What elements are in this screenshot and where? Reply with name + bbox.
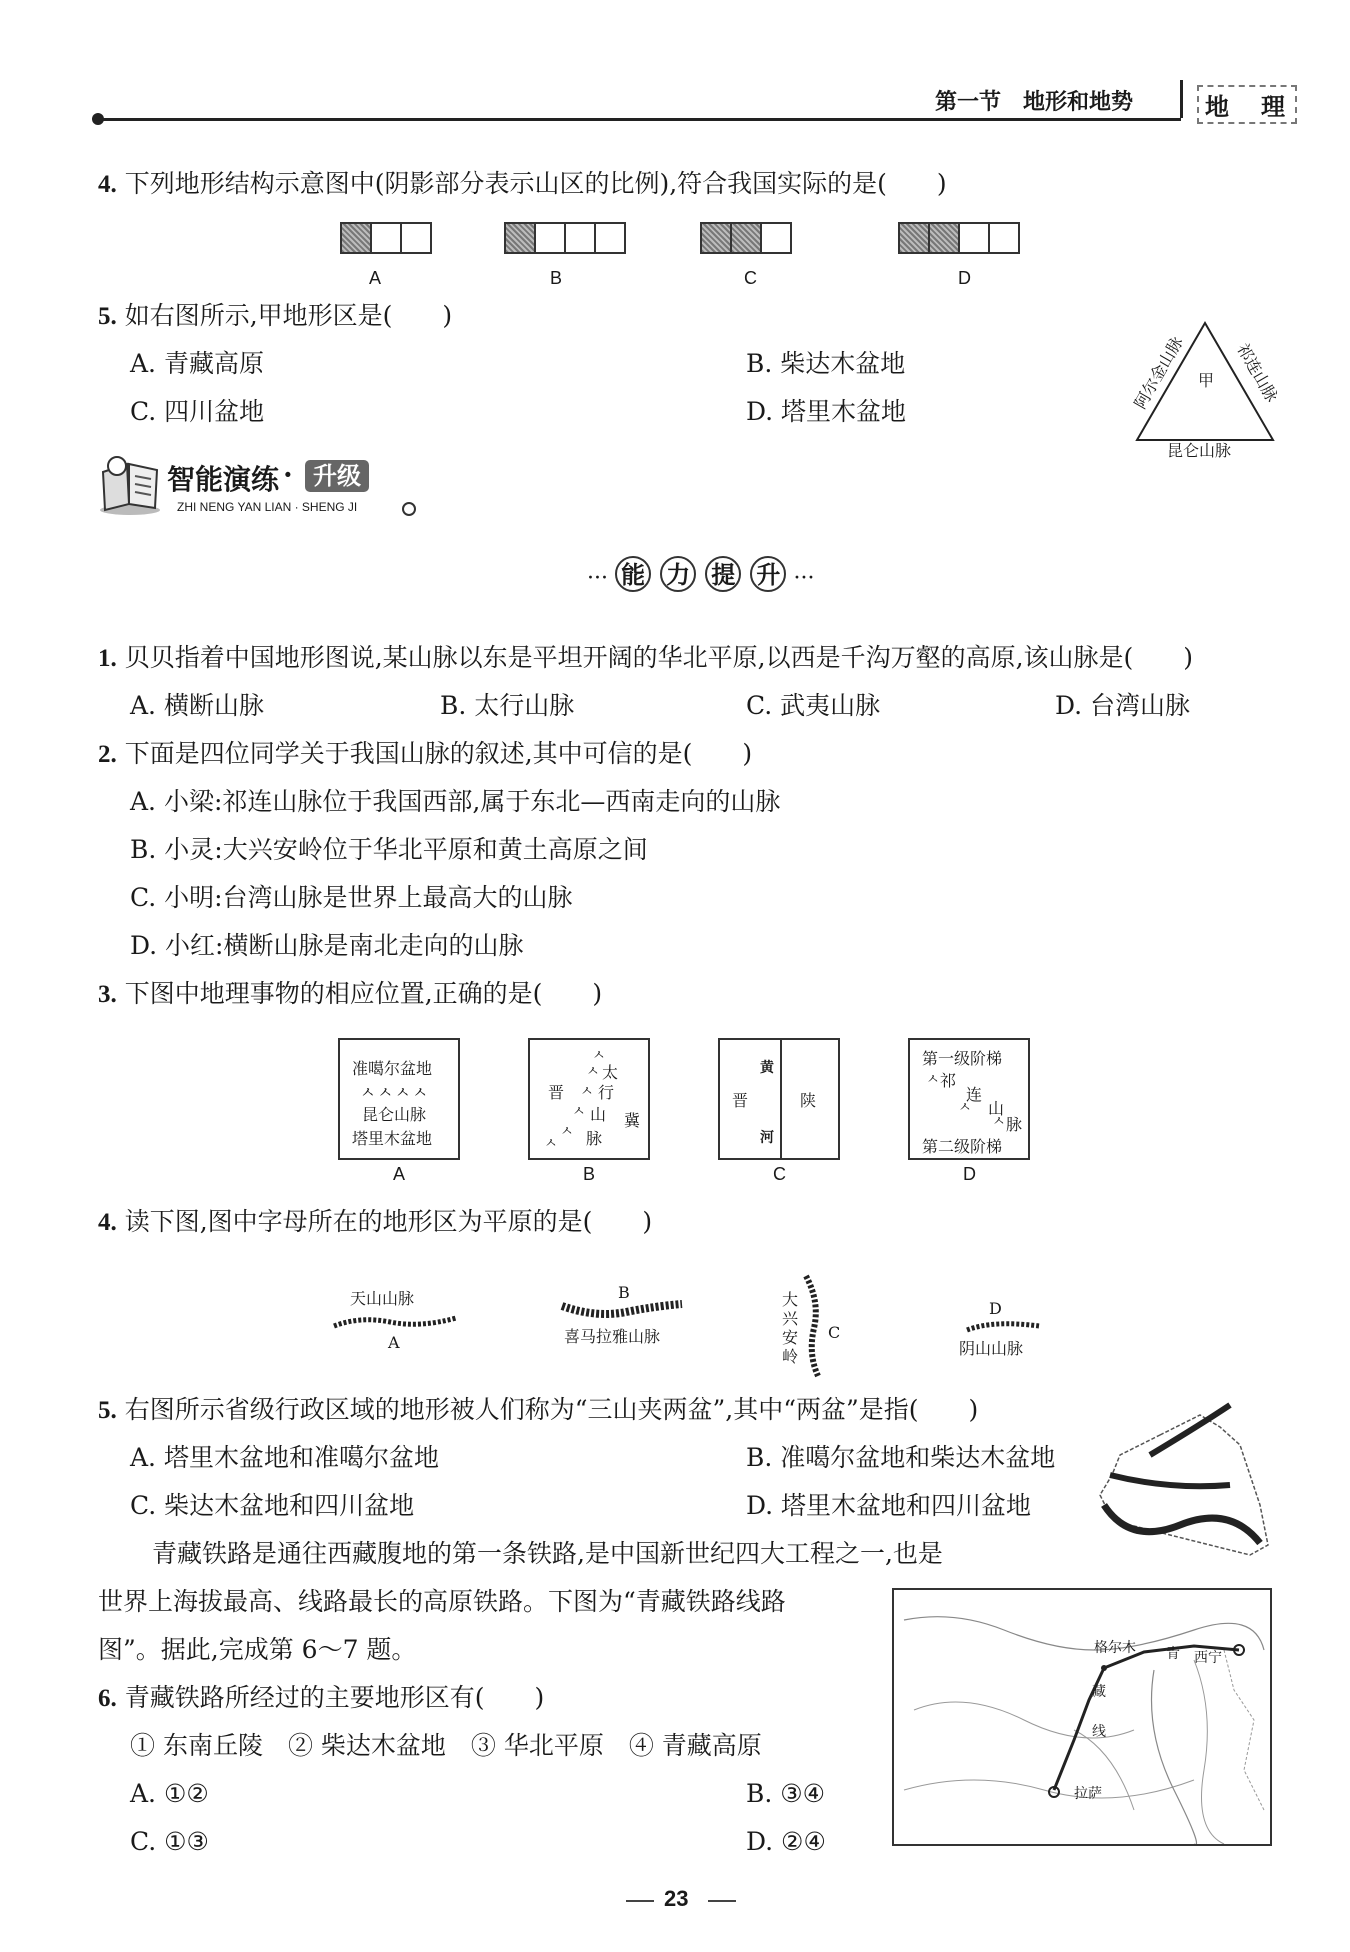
figure-b — [506, 222, 626, 258]
map-d-range — [963, 1318, 1043, 1336]
p1-q5-option-b[interactable]: B. 柴达木盆地 — [746, 349, 906, 378]
section-title: 第一节 地形和地势 — [935, 89, 1134, 115]
figure-c — [702, 222, 792, 258]
box-d-c4: 脉 — [1006, 1115, 1023, 1134]
figure-d — [900, 222, 1020, 258]
map-c-name: 大兴安岭 — [782, 1290, 799, 1366]
box-c-right: 陕 — [800, 1091, 817, 1110]
header-rule — [96, 118, 1181, 121]
figure-b-label: B — [550, 268, 563, 288]
map-d-name: 阴山山脉 — [959, 1339, 1024, 1358]
box-a-line3: 塔里木盆地 — [352, 1129, 433, 1148]
p2-q2-option-a[interactable]: A. 小梁:祁连山脉位于我国西部,属于东北—西南走向的山脉 — [130, 787, 781, 816]
p2-q1-option-b[interactable]: B. 太行山脉 — [440, 691, 575, 720]
box-a-line1: 准噶尔盆地 — [352, 1059, 433, 1078]
ability-char-4: 升 — [750, 556, 786, 592]
p1-q5: 5. 如右图所示,甲地形区是( ) — [98, 301, 453, 330]
p2-q2-option-b[interactable]: B. 小灵:大兴安岭位于华北平原和黄土高原之间 — [130, 835, 648, 864]
box-b-c2: 行 — [598, 1083, 615, 1102]
figure-d-label: D — [958, 268, 971, 288]
map-xining: 西宁 — [1194, 1650, 1222, 1666]
q4-map-d — [955, 1300, 1055, 1360]
province-outline-figure — [1090, 1395, 1275, 1565]
p1-q5-option-d[interactable]: D. 塔里木盆地 — [746, 397, 907, 426]
banner-circle — [402, 502, 416, 516]
q3-label-a: A — [393, 1164, 406, 1184]
banner-tag: 升级 — [305, 460, 369, 492]
box-c-bottom: 河 — [760, 1130, 774, 1146]
q4-map-a — [330, 1290, 460, 1350]
practice-banner — [95, 452, 425, 524]
q3-box-c — [718, 1038, 840, 1160]
p2-q6: 6. 青藏铁路所经过的主要地形区有( ) — [98, 1683, 545, 1712]
figure-a — [342, 222, 432, 258]
p2-q3: 3. 下图中地理事物的相应位置,正确的是( ) — [98, 979, 603, 1008]
p2-q4: 4. 读下图,图中字母所在的地形区为平原的是( ) — [98, 1207, 653, 1236]
box-d-c1: 祁 — [940, 1071, 957, 1090]
p2-q1-option-d[interactable]: D. 台湾山脉 — [1055, 691, 1191, 720]
triangle-bottom-label: 昆仑山脉 — [1167, 441, 1232, 460]
p2-q2: 2. 下面是四位同学关于我国山脉的叙述,其中可信的是( ) — [98, 739, 753, 768]
ability-char-3: 提 — [705, 556, 741, 592]
q3-label-d: D — [963, 1164, 976, 1184]
banner-title: 智能演练 — [167, 463, 280, 496]
p2-q2-option-c[interactable]: C. 小明:台湾山脉是世界上最高大的山脉 — [130, 883, 573, 912]
box-d-top: 第一级阶梯 — [922, 1049, 1003, 1068]
box-a-mountains: ㅅㅅㅅㅅ — [360, 1083, 430, 1102]
triangle-right-label: 祁连山脉 — [1233, 340, 1282, 406]
p2-q2-option-d[interactable]: D. 小红:横断山脉是南北走向的山脉 — [130, 931, 524, 960]
passage-line3: 图”。据此,完成第 6～7 题。 — [98, 1635, 417, 1664]
box-d-bottom: 第二级阶梯 — [922, 1137, 1003, 1156]
map-a-name: 天山山脉 — [350, 1289, 415, 1308]
q3-box-d: 第一级阶梯 ㅅ 祁 连 ㅅ 山 ㅅ 脉 第二级阶梯 — [908, 1038, 1030, 1160]
map-xian: 线 — [1092, 1724, 1106, 1740]
p2-q5-option-a[interactable]: A. 塔里木盆地和准噶尔盆地 — [130, 1443, 439, 1472]
page-number: 23 — [664, 1886, 689, 1911]
p2-q6-option-a[interactable]: A. ①② — [130, 1779, 209, 1808]
box-d-c2: 连 — [966, 1085, 983, 1104]
q3-label-b: B — [583, 1164, 596, 1184]
p1-q4-figures — [0, 222, 1350, 292]
p2-q1-option-c[interactable]: C. 武夷山脉 — [746, 691, 881, 720]
p1-q5-option-a[interactable]: A. 青藏高原 — [130, 349, 264, 378]
p2-q5-option-c[interactable]: C. 柴达木盆地和四川盆地 — [130, 1491, 415, 1520]
map-b-range — [556, 1300, 686, 1326]
map-a-range — [330, 1312, 460, 1332]
map-d-letter: D — [989, 1299, 1002, 1318]
p2-q6-option-b[interactable]: B. ③④ — [746, 1779, 826, 1808]
ability-heading — [587, 556, 814, 592]
p2-q5: 5. 右图所示省级行政区域的地形被人们称为“三山夹两盆”,其中“两盆”是指( ) — [98, 1395, 979, 1424]
box-c-left: 晋 — [732, 1091, 749, 1110]
ability-char-1: 能 — [615, 556, 651, 592]
p1-q4: 4. 下列地形结构示意图中(阴影部分表示山区的比例),符合我国实际的是( ) — [98, 169, 947, 198]
box-b-left: 晋 — [548, 1083, 565, 1102]
p2-q6-option-c[interactable]: C. ①③ — [130, 1827, 209, 1856]
figure-a-label: A — [369, 268, 382, 288]
box-b-c1: 太 — [602, 1063, 619, 1082]
subject-label — [1180, 80, 1289, 121]
map-b-name: 喜马拉雅山脉 — [564, 1327, 661, 1346]
p2-q5-option-b[interactable]: B. 准噶尔盆地和柴达木盆地 — [746, 1443, 1056, 1472]
map-c-range — [800, 1272, 830, 1380]
ability-dots-left: ··· — [587, 566, 608, 591]
triangle-figure — [1125, 318, 1285, 463]
q3-box-a — [338, 1038, 460, 1160]
banner-dot: · — [283, 458, 293, 491]
railway-map-svg — [894, 1590, 1270, 1844]
map-lhasa: 拉萨 — [1074, 1786, 1102, 1802]
box-b-c3: 山 — [590, 1105, 607, 1124]
p2-q1-option-a[interactable]: A. 横断山脉 — [130, 691, 264, 720]
footer-line-left — [626, 1900, 654, 1902]
q4-map-c — [780, 1272, 850, 1380]
passage-line1: 青藏铁路是通往西藏腹地的第一条铁路,是中国新世纪四大工程之一,也是 — [152, 1539, 943, 1568]
map-c-letter: C — [828, 1323, 841, 1342]
ability-char-2: 力 — [660, 556, 696, 592]
province-outline-svg — [1090, 1395, 1275, 1565]
box-d-c3: 山 — [988, 1099, 1005, 1118]
q4-map-b — [556, 1284, 686, 1344]
triangle-center: 甲 — [1198, 371, 1215, 390]
p1-q5-option-c[interactable]: C. 四川盆地 — [130, 397, 265, 426]
box-c-top: 黄 — [760, 1060, 774, 1076]
p2-q6-items: ① 东南丘陵 ② 柴达木盆地 ③ 华北平原 ④ 青藏高原 — [130, 1731, 762, 1760]
banner-pinyin: ZHI NENG YAN LIAN · SHENG JI — [177, 500, 358, 514]
p2-q1: 1. 贝贝指着中国地形图说,某山脉以东是平坦开阔的华北平原,以西是千沟万壑的高原,该山脉是( ) — [98, 643, 1194, 672]
page-header — [0, 0, 1350, 130]
subject-text: 地 理 — [1197, 85, 1297, 124]
book-icon — [95, 454, 165, 516]
map-b-letter: B — [618, 1283, 630, 1302]
q3-box-b: ㅅ 太 ㅅ 晋 行 ㅅ 山 ㅅ 冀 ㅅ 脉 ㅅ — [528, 1038, 650, 1160]
box-b-right: 冀 — [624, 1111, 641, 1130]
map-a-letter: A — [388, 1333, 400, 1352]
q3-label-c: C — [773, 1164, 786, 1184]
triangle-left-label: 阿尔金山脉 — [1130, 333, 1187, 413]
footer-line-right — [708, 1900, 736, 1902]
map-qing: 青 — [1166, 1646, 1180, 1662]
map-golmud: 格尔木 — [1094, 1640, 1136, 1656]
p2-q5-option-d[interactable]: D. 塔里木盆地和四川盆地 — [746, 1491, 1032, 1520]
box-b-c4: 脉 — [586, 1129, 603, 1148]
figure-c-label: C — [744, 268, 757, 288]
p2-q6-option-d[interactable]: D. ②④ — [746, 1827, 826, 1856]
box-a-line2: 昆仑山脉 — [362, 1105, 427, 1124]
map-zang: 藏 — [1092, 1684, 1106, 1700]
passage-line2: 世界上海拔最高、线路最长的高原铁路。下图为“青藏铁路线路 — [98, 1587, 786, 1616]
ability-dots-right: ··· — [793, 566, 815, 591]
box-c-river-line — [780, 1040, 782, 1158]
railway-map — [892, 1588, 1272, 1846]
